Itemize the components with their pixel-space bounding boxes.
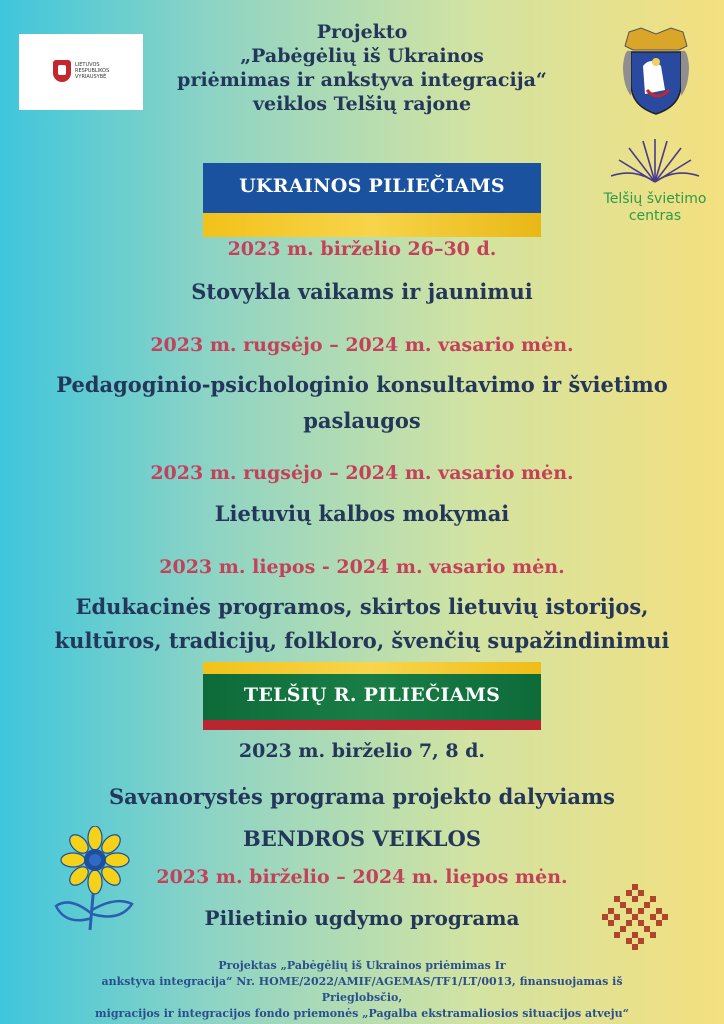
education-center-name: Telšių švietimo bbox=[603, 191, 707, 207]
telsiai-coat-of-arms-icon bbox=[621, 26, 691, 118]
event-activity: Pedagoginio-psichologinio konsultavimo ir švietimo bbox=[56, 372, 668, 397]
event-activity: Edukacinės programos, skirtos lietuvių istorijos, bbox=[75, 594, 649, 619]
title-line: Projekto bbox=[316, 21, 408, 43]
government-logo-text: LIETUVOS RESPUBLIKOS VYRIAUSYBĖ bbox=[75, 62, 110, 80]
event-date: 2023 m. birželio 26–30 d. bbox=[227, 238, 497, 260]
education-center-name: centras bbox=[628, 208, 682, 224]
event-activity: Savanorystės programa projekto dalyviams bbox=[109, 784, 615, 809]
folk-ornament-icon bbox=[600, 882, 670, 952]
event-activity: Pilietinio ugdymo programa bbox=[204, 906, 520, 930]
event-date: 2023 m. rugsėjo – 2024 m. vasario mėn. bbox=[150, 334, 574, 356]
title-line: veiklos Telšių rajone bbox=[252, 93, 472, 115]
footer-line: Projektas „Pabėgėlių iš Ukrainos priėmimas Ir bbox=[218, 959, 506, 972]
education-center-logo bbox=[600, 138, 710, 228]
banner-label: TELŠIŲ R. PILIEČIAMS bbox=[243, 684, 501, 706]
footer-line: ankstyva integracija“ Nr. HOME/2022/AMIF/AGEMAS/TF1/LT/0013, finansuojamas iš Prieglobsčio, bbox=[101, 975, 623, 1004]
event-activity: Lietuvių kalbos mokymai bbox=[214, 501, 510, 526]
title-line: priėmimas ir ankstyva integracija“ bbox=[177, 69, 547, 91]
event-date: 2023 m. birželio – 2024 m. liepos mėn. bbox=[156, 866, 568, 888]
event-activity: Stovykla vaikams ir jaunimui bbox=[191, 279, 533, 304]
footer-note bbox=[60, 958, 664, 1022]
event-date: 2023 m. liepos - 2024 m. vasario mėn. bbox=[159, 556, 565, 578]
banner-label: UKRAINOS PILIEČIAMS bbox=[239, 175, 505, 197]
event-date: 2023 m. birželio 7, 8 d. bbox=[238, 740, 486, 762]
ukraine-citizens-banner bbox=[203, 163, 541, 237]
footer-line: migracijos ir integracijos fondo priemonės „Pagalba ekstramaliosios situacijos atveju“ bbox=[95, 1007, 629, 1020]
page-title bbox=[0, 20, 724, 116]
sunflower-icon bbox=[50, 826, 140, 936]
event-date: 2023 m. rugsėjo – 2024 m. vasario mėn. bbox=[150, 462, 574, 484]
event-activity: paslaugos bbox=[303, 408, 421, 433]
title-line: „Pabėgėlių iš Ukrainos bbox=[240, 45, 484, 67]
section-heading: BENDROS VEIKLOS bbox=[243, 826, 481, 851]
open-book-icon bbox=[605, 138, 705, 184]
telsiai-citizens-banner bbox=[203, 662, 541, 730]
event-activity: kultūros, tradicijų, folkloro, švenčių supažindinimui bbox=[54, 628, 670, 653]
